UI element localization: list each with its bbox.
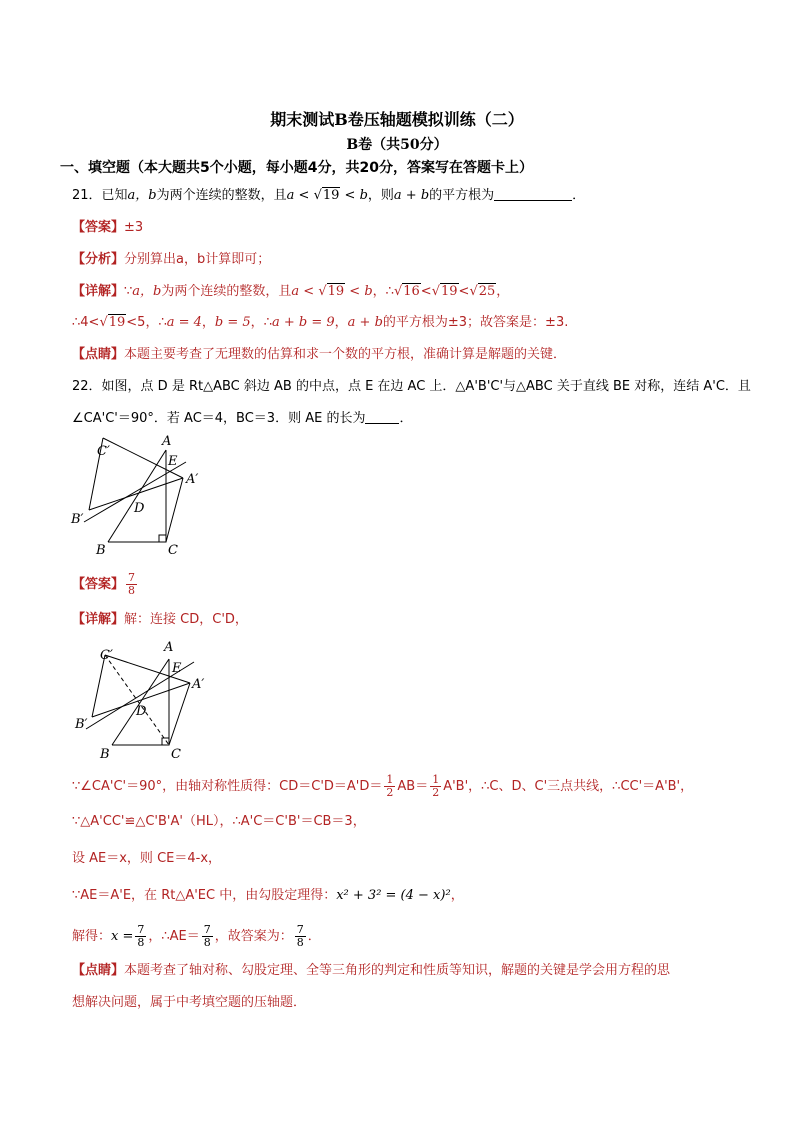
label-d: D (134, 501, 145, 516)
q21-detail-line2: ∴4<√19<5，∴a = 4，b = 5，∴a + b = 9，a + b的平方根为±3；故答案是：±3. (72, 315, 569, 330)
label-d: D (136, 704, 147, 719)
page-subtitle: B卷（共50分） (346, 137, 448, 153)
q22-detail-intro: 【详解】解：连接 CD，C'D， (72, 612, 248, 627)
fraction-7-8: $\frac{7}{8}$ (128, 571, 136, 597)
geometry-figure-1 (64, 430, 214, 560)
label-b: B (100, 747, 110, 762)
q22-comment-line1: 【点睛】本题考查了轴对称、勾股定理、全等三角形的判定和性质等知识，解题的关键是学会用方程的思 (72, 963, 671, 978)
section-heading: 一、填空题（本大题共5个小题，每小题4分，共20分，答案写在答题卡上） (60, 160, 533, 176)
q21-analysis: 【分析】分别算出a，b计算即可； (72, 252, 271, 267)
answer-blank (365, 409, 399, 424)
label-c1: C′ (97, 444, 110, 459)
geometry-figure-2 (64, 637, 214, 767)
label-a1: A′ (192, 677, 205, 692)
label-a: A (162, 434, 172, 449)
right-angle-mark (159, 535, 166, 542)
page-title: 期末测试B卷压轴题模拟训练（二） (270, 110, 524, 129)
label-b: B (96, 543, 106, 558)
label-b1: B′ (71, 512, 84, 527)
edge-c1-b1 (92, 655, 105, 717)
label-a: A (164, 640, 174, 655)
label-b1: B′ (75, 717, 88, 732)
dashed-c1c (105, 655, 169, 745)
label-c1: C′ (100, 648, 113, 663)
q21-detail-line1: 【详解】∵a，b为两个连续的整数，且a < √19 < b，∴√16<√19<√25， (72, 284, 510, 299)
q22-step2: ∵△A'CC'≌△C'B'A'（HL），∴A'C＝C'B'＝CB＝3， (72, 814, 366, 829)
sqrt-19: √19 (313, 188, 340, 203)
q22-answer: 【答案】 $\frac{7}{8}$ (72, 571, 136, 597)
q22-question-line1: 22．如图，点 D 是 Rt△ABC 斜边 AB 的中点，点 E 在边 AC 上．△A'B'C'与△ABC 关于直线 BE 对称，连结 A'C．且 (72, 379, 751, 394)
edge-a1c (169, 683, 190, 745)
q22-question-line2: ∠CA'C'＝90°．若 AC＝4，BC＝3．则 AE 的长为 ． (72, 411, 413, 426)
label-c: C (168, 543, 178, 558)
q22-step5: 解得：x = $\frac{7}{8}$ ，∴AE＝ $\frac{7}{8}$ ，故答案为： $\frac{7}{8}$ ． (72, 923, 321, 949)
label-e: E (172, 661, 182, 676)
edge-a1c (166, 478, 183, 542)
label-c: C (171, 747, 181, 762)
q21-question: 21．已知a，b为两个连续的整数，且a < √19 < b，则a + b的平方根为 ． (72, 186, 585, 206)
q22-step3: 设 AE＝x，则 CE＝4-x， (72, 851, 222, 866)
edge-ab (112, 659, 169, 745)
q22-step4: ∵AE＝A'E，在 Rt△A'EC 中，由勾股定理得：x² + 3² = (4 − x)²， (72, 888, 464, 903)
q21-answer: 【答案】±3 (72, 220, 144, 235)
edge-ab (108, 450, 166, 542)
answer-blank (494, 186, 572, 201)
label-e: E (168, 454, 178, 469)
q22-step1: ∵∠CA'C'＝90°，由轴对称性质得：CD＝C'D＝A'D＝ $\frac{1}{2}$ AB＝ $\frac{1}{2}$ A'B'，∴C、D、C'三点共线，∴CC'＝A'B'， (72, 773, 694, 799)
q22-comment-line2: 想解决问题，属于中考填空题的压轴题． (72, 995, 307, 1010)
label-a1: A′ (186, 472, 199, 487)
q21-comment: 【点睛】本题主要考查了无理数的估算和求一个数的平方根，准确计算是解题的关键． (72, 347, 567, 362)
